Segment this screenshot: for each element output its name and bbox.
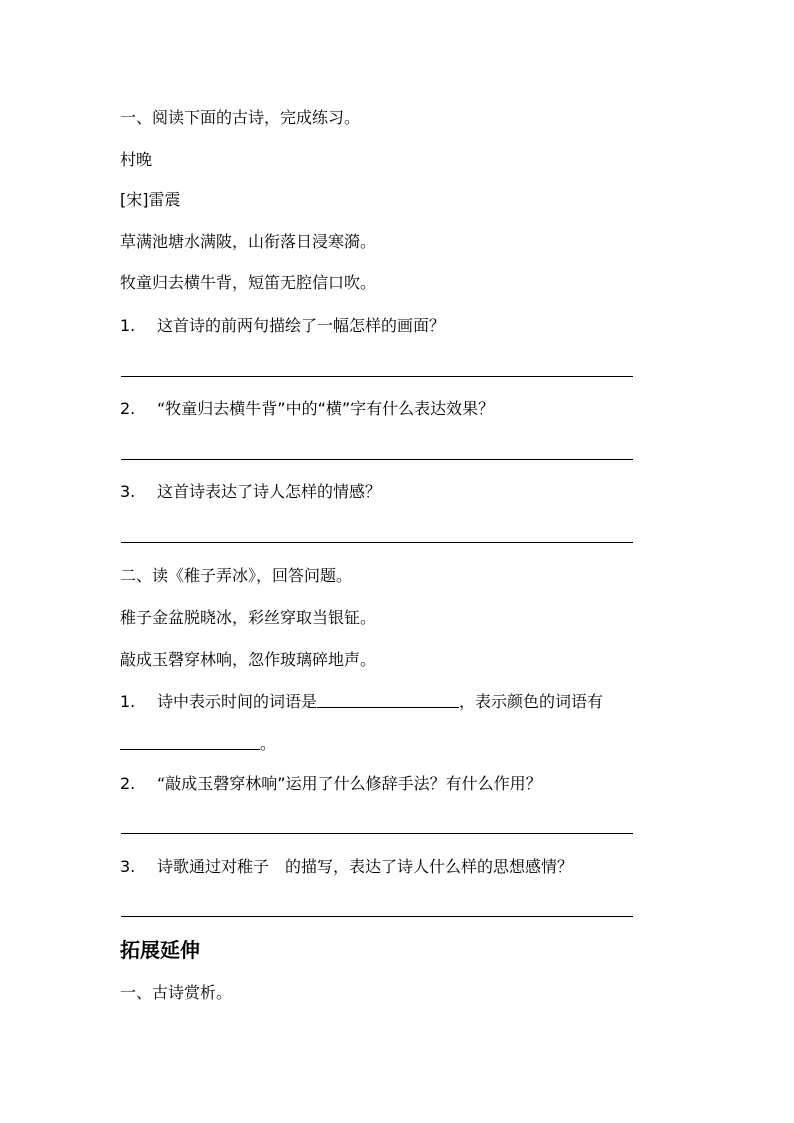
- poem-author: [宋]雷震: [120, 190, 181, 209]
- question-text-part1: 诗中表示时间的词语是: [157, 692, 318, 711]
- poem2-line-2: 敲成玉磬穿林响，忽作玻璃碎地声。: [120, 650, 377, 669]
- question-number: 1.: [120, 692, 136, 711]
- fill-blank-color[interactable]: [120, 732, 260, 750]
- question-2-3: [120, 857, 573, 877]
- question-text: 诗歌通过对稚子 的描写，表达了诗人什么样的思想感情？: [157, 857, 574, 876]
- section2-title: 二、读《稚子弄冰》，回答问题。: [120, 566, 353, 585]
- question-text: “敲成玉磬穿林响”运用了什么修辞手法？有什么作用？: [157, 774, 542, 793]
- answer-line-1-1[interactable]: [121, 376, 633, 377]
- answer-line-2-3[interactable]: [121, 916, 633, 917]
- extension-subtitle: 一、古诗赏析。: [120, 983, 233, 1002]
- question-number: 1.: [120, 316, 136, 335]
- question-text: “牧童归去横牛背”中的“横”字有什么表达效果？: [157, 399, 495, 418]
- question-text-part2: ，表示颜色的词语有: [459, 692, 604, 711]
- poem-line-1: 草满池塘水满陂，山衔落日浸寒漪。: [120, 232, 377, 251]
- question-text: 这首诗表达了诗人怎样的情感？: [157, 482, 382, 501]
- question-1-2: [120, 399, 494, 419]
- question-2-1-continued: [120, 732, 276, 754]
- answer-line-2-2[interactable]: [121, 833, 633, 834]
- poem-line-2: 牧童归去横牛背，短笛无腔信口吹。: [120, 273, 377, 292]
- poem-title: 村晚: [120, 150, 153, 169]
- question-1-3: [120, 482, 381, 502]
- question-number: 2.: [120, 774, 136, 793]
- question-2-1: [120, 690, 603, 712]
- section1-title: 一、阅读下面的古诗，完成练习。: [120, 108, 361, 127]
- extension-heading: 拓展延伸: [120, 938, 200, 962]
- poem2-line-1: 稚子金盆脱晓冰，彩丝穿取当银钲。: [120, 608, 377, 627]
- question-number: 2.: [120, 399, 136, 418]
- question-1-1: [120, 316, 445, 336]
- question-number: 3.: [120, 857, 136, 876]
- fill-blank-time[interactable]: [317, 690, 459, 708]
- answer-line-1-2[interactable]: [121, 459, 633, 460]
- question-text-end: 。: [260, 734, 277, 753]
- answer-line-1-3[interactable]: [121, 542, 633, 543]
- question-2-2: [120, 774, 542, 794]
- question-text: 这首诗的前两句描绘了一幅怎样的画面？: [157, 316, 446, 335]
- question-number: 3.: [120, 482, 136, 501]
